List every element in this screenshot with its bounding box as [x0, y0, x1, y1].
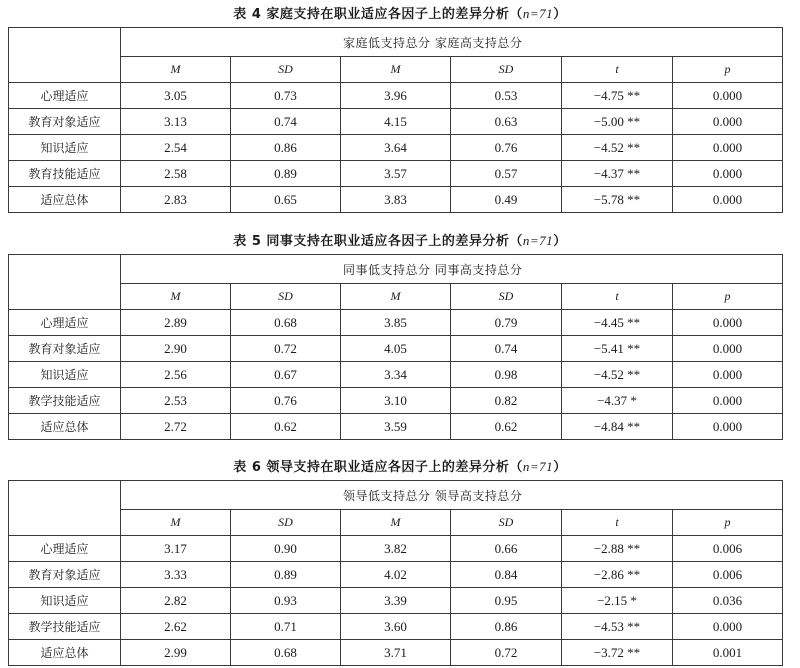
table-row: [9, 362, 783, 388]
cell: 0.49: [451, 187, 562, 213]
caption-close: ）: [553, 234, 567, 249]
cell: 3.60: [341, 614, 451, 640]
data-table: [8, 27, 783, 213]
cell: 0.84: [451, 562, 562, 588]
cell: 0.000: [673, 388, 783, 414]
cell: −2.86 **: [562, 562, 673, 588]
column-header: SD: [451, 57, 562, 83]
cell: 0.000: [673, 362, 783, 388]
group-header: 家庭低支持总分 家庭高支持总分: [121, 28, 783, 57]
cell: 2.62: [121, 614, 231, 640]
cell: −3.72 **: [562, 640, 673, 666]
row-label: 适应总体: [9, 414, 121, 440]
column-header: p: [673, 510, 783, 536]
row-label: 适应总体: [9, 640, 121, 666]
cell: 0.86: [451, 614, 562, 640]
column-header: t: [562, 57, 673, 83]
cell: −4.75 **: [562, 83, 673, 109]
data-table: [8, 254, 783, 440]
cell: 0.001: [673, 640, 783, 666]
cell: 2.53: [121, 388, 231, 414]
cell: 3.05: [121, 83, 231, 109]
corner-cell: [9, 255, 121, 310]
table-row: [9, 588, 783, 614]
cell: 0.66: [451, 536, 562, 562]
cell: −4.37 *: [562, 388, 673, 414]
cell: 4.05: [341, 336, 451, 362]
table-row: [9, 536, 783, 562]
column-header-row: [9, 284, 783, 310]
cell: 0.74: [231, 109, 341, 135]
row-label: 适应总体: [9, 187, 121, 213]
column-header: M: [341, 57, 451, 83]
cell: 3.85: [341, 310, 451, 336]
table-row: [9, 161, 783, 187]
cell: 2.58: [121, 161, 231, 187]
cell: 2.72: [121, 414, 231, 440]
row-label: 教学技能适应: [9, 614, 121, 640]
caption-n: n=71: [522, 459, 554, 474]
cell: 3.13: [121, 109, 231, 135]
column-header: M: [341, 510, 451, 536]
cell: 4.15: [341, 109, 451, 135]
cell: −4.84 **: [562, 414, 673, 440]
group-header-row: [9, 255, 783, 284]
cell: 0.72: [231, 336, 341, 362]
cell: 0.71: [231, 614, 341, 640]
cell: 2.82: [121, 588, 231, 614]
cell: 0.62: [451, 414, 562, 440]
table-row: [9, 640, 783, 666]
table-row: [9, 388, 783, 414]
column-header: M: [341, 284, 451, 310]
cell: 0.67: [231, 362, 341, 388]
cell: 0.53: [451, 83, 562, 109]
caption-close: ）: [553, 460, 567, 475]
table-row: [9, 336, 783, 362]
cell: −2.15 *: [562, 588, 673, 614]
cell: 2.89: [121, 310, 231, 336]
table-caption: [0, 459, 800, 476]
group-header: 同事低支持总分 同事高支持总分: [121, 255, 783, 284]
cell: 0.98: [451, 362, 562, 388]
cell: 0.74: [451, 336, 562, 362]
caption-text: 表 6 领导支持在职业适应各因子上的差异分析（: [233, 460, 523, 475]
cell: −4.52 **: [562, 135, 673, 161]
column-header: M: [121, 57, 231, 83]
table-caption: [0, 233, 800, 250]
cell: 0.000: [673, 187, 783, 213]
row-label: 心理适应: [9, 310, 121, 336]
cell: −4.52 **: [562, 362, 673, 388]
cell: 3.17: [121, 536, 231, 562]
cell: 0.000: [673, 414, 783, 440]
cell: 0.82: [451, 388, 562, 414]
cell: 0.86: [231, 135, 341, 161]
row-label: 知识适应: [9, 362, 121, 388]
cell: 0.000: [673, 161, 783, 187]
row-label: 教育对象适应: [9, 336, 121, 362]
cell: 2.56: [121, 362, 231, 388]
cell: −2.88 **: [562, 536, 673, 562]
column-header: SD: [231, 284, 341, 310]
cell: −4.45 **: [562, 310, 673, 336]
table-row: [9, 187, 783, 213]
cell: 3.33: [121, 562, 231, 588]
column-header: t: [562, 284, 673, 310]
cell: 0.036: [673, 588, 783, 614]
corner-cell: [9, 28, 121, 83]
column-header-row: [9, 57, 783, 83]
cell: 3.71: [341, 640, 451, 666]
row-label: 教育对象适应: [9, 562, 121, 588]
cell: 0.006: [673, 536, 783, 562]
cell: 3.10: [341, 388, 451, 414]
table-row: [9, 614, 783, 640]
column-header: SD: [451, 510, 562, 536]
column-header-row: [9, 510, 783, 536]
cell: −5.00 **: [562, 109, 673, 135]
cell: 2.99: [121, 640, 231, 666]
caption-text: 表 4 家庭支持在职业适应各因子上的差异分析（: [233, 7, 523, 22]
cell: 0.89: [231, 161, 341, 187]
row-label: 知识适应: [9, 135, 121, 161]
cell: 0.72: [451, 640, 562, 666]
table-row: [9, 310, 783, 336]
caption-close: ）: [553, 7, 567, 22]
cell: 0.000: [673, 83, 783, 109]
column-header: p: [673, 284, 783, 310]
corner-cell: [9, 481, 121, 536]
cell: 0.57: [451, 161, 562, 187]
table-row: [9, 109, 783, 135]
cell: 0.90: [231, 536, 341, 562]
cell: 0.65: [231, 187, 341, 213]
cell: 0.62: [231, 414, 341, 440]
cell: 0.95: [451, 588, 562, 614]
cell: 3.59: [341, 414, 451, 440]
cell: 3.64: [341, 135, 451, 161]
row-label: 心理适应: [9, 536, 121, 562]
cell: 0.68: [231, 310, 341, 336]
cell: 0.89: [231, 562, 341, 588]
caption-text: 表 5 同事支持在职业适应各因子上的差异分析（: [233, 234, 523, 249]
caption-n: n=71: [522, 233, 554, 248]
row-label: 知识适应: [9, 588, 121, 614]
cell: 0.000: [673, 336, 783, 362]
row-label: 心理适应: [9, 83, 121, 109]
cell: −4.37 **: [562, 161, 673, 187]
column-header: t: [562, 510, 673, 536]
cell: 0.68: [231, 640, 341, 666]
row-label: 教育技能适应: [9, 161, 121, 187]
caption-n: n=71: [522, 6, 554, 21]
table-caption: [0, 6, 800, 23]
cell: 3.96: [341, 83, 451, 109]
cell: 3.34: [341, 362, 451, 388]
cell: 3.39: [341, 588, 451, 614]
column-header: M: [121, 284, 231, 310]
cell: 0.000: [673, 310, 783, 336]
group-header: 领导低支持总分 领导高支持总分: [121, 481, 783, 510]
table-row: [9, 562, 783, 588]
column-header: p: [673, 57, 783, 83]
cell: −4.53 **: [562, 614, 673, 640]
cell: 0.63: [451, 109, 562, 135]
cell: 2.54: [121, 135, 231, 161]
group-header-row: [9, 481, 783, 510]
table-row: [9, 135, 783, 161]
row-label: 教育对象适应: [9, 109, 121, 135]
cell: −5.78 **: [562, 187, 673, 213]
cell: 0.79: [451, 310, 562, 336]
cell: 0.76: [451, 135, 562, 161]
group-header-row: [9, 28, 783, 57]
table-row: [9, 83, 783, 109]
cell: 0.76: [231, 388, 341, 414]
cell: 3.83: [341, 187, 451, 213]
cell: 0.006: [673, 562, 783, 588]
cell: 0.73: [231, 83, 341, 109]
table-row: [9, 414, 783, 440]
column-header: SD: [231, 57, 341, 83]
data-table: [8, 480, 783, 666]
column-header: M: [121, 510, 231, 536]
cell: 0.000: [673, 135, 783, 161]
cell: 4.02: [341, 562, 451, 588]
cell: 2.83: [121, 187, 231, 213]
cell: 3.82: [341, 536, 451, 562]
cell: 0.93: [231, 588, 341, 614]
cell: 3.57: [341, 161, 451, 187]
cell: 0.000: [673, 614, 783, 640]
column-header: SD: [231, 510, 341, 536]
cell: 0.000: [673, 109, 783, 135]
row-label: 教学技能适应: [9, 388, 121, 414]
cell: 2.90: [121, 336, 231, 362]
column-header: SD: [451, 284, 562, 310]
cell: −5.41 **: [562, 336, 673, 362]
